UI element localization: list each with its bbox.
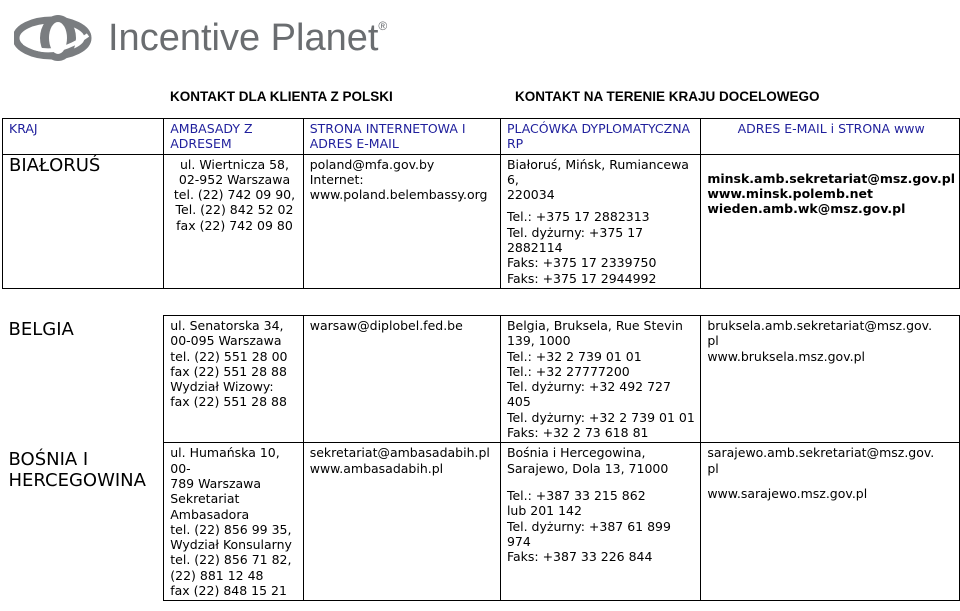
post-line: [507, 476, 696, 488]
post-cell: [500, 443, 700, 601]
post-line: Bośnia i Hercegowina,: [506, 445, 646, 461]
post-line: Sarajewo, Dola 13, 71000: [506, 460, 669, 476]
embassy-line: ul. Humańska 10, 00-: [170, 445, 280, 476]
email-cell: [701, 154, 960, 288]
brand-name: Incentive Planet®: [108, 16, 388, 59]
post-line: Faks: +32 2 73 618 81: [506, 425, 649, 441]
col-header-country: KRAJ: [3, 119, 164, 155]
post-line: Tel.: +32 27777200: [506, 363, 630, 379]
web-line: Internet:: [309, 171, 364, 187]
post-line: lub 201 142: [506, 503, 582, 519]
post-line: Tel.: +32 2 739 01 01: [506, 348, 642, 364]
country-name: [3, 443, 164, 601]
post-line: Tel. dyżurny: +375 17 2882114: [506, 224, 644, 256]
post-line: Tel. dyżurny: +32 492 727 405: [506, 379, 671, 410]
brand-logo: [14, 10, 387, 66]
contacts-table: [2, 118, 960, 601]
col-header-post: PLACÓWKA DYPLOMATYCZNA RP: [500, 119, 700, 155]
post-line: Tel.: +387 33 215 862: [506, 487, 646, 503]
col-header-web: STRONA INTERNETOWA I ADRES E-MAIL: [303, 119, 500, 155]
email-line: [707, 476, 955, 486]
email-cell: [701, 315, 960, 442]
email-line: sarajewo.amb.sekretariat@msz.gov.: [707, 445, 935, 461]
web-cell: [303, 315, 500, 442]
row-spacer: [3, 288, 960, 315]
embassy-cell: [164, 154, 303, 288]
post-cell: [500, 154, 700, 288]
embassy-line: Ambasadora: [170, 506, 250, 522]
embassy-line: fax (22) 848 15 21: [170, 583, 287, 599]
table-row: [3, 154, 960, 288]
web-line: www.ambasadabih.pl: [309, 460, 444, 476]
post-line: Tel. dyżurny: +32 2 739 01 01: [506, 409, 695, 425]
embassy-cell: [164, 443, 303, 601]
email-line: pl: [707, 460, 719, 476]
embassy-line: 789 Warszawa: [170, 475, 262, 491]
embassy-line: (22) 881 12 48: [170, 567, 264, 583]
web-line: poland@mfa.gov.by: [309, 156, 435, 172]
web-line: sekretariat@ambasadabih.pl: [309, 445, 490, 461]
embassy-line: fax (22) 742 09 80: [176, 217, 293, 233]
table-row: [3, 443, 960, 601]
post-line: 220034: [506, 187, 555, 203]
embassy-line: 00-095 Warszawa: [170, 333, 282, 349]
embassy-line: Wydział Wizowy:: [170, 379, 274, 395]
heading-poland-contact: KONTAKT DLA KLIENTA Z POLSKI: [170, 89, 393, 104]
col-header-email: ADRES E-MAIL i STRONA www: [701, 119, 960, 155]
heading-destination-contact: KONTAKT NA TERENIE KRAJU DOCELOWEGO: [515, 89, 820, 104]
embassy-line: fax (22) 551 28 88: [170, 363, 287, 379]
web-cell: [303, 154, 500, 288]
country-line: HERCEGOWINA: [8, 469, 146, 491]
globe-icon: [14, 11, 98, 65]
web-line: www.poland.belembassy.org: [309, 187, 488, 203]
embassy-cell: [164, 315, 303, 442]
embassy-line: Tel. (22) 842 52 02: [175, 202, 294, 218]
embassy-line: fax (22) 551 28 88: [170, 394, 287, 410]
web-line: warsaw@diplobel.fed.be: [309, 317, 463, 333]
post-line: Tel. dyżurny: +387 61 899 974: [506, 518, 671, 549]
table-header-row: [3, 119, 960, 155]
post-line: 139, 1000: [506, 333, 571, 349]
post-line: Faks: +375 17 2944992: [506, 270, 657, 286]
email-line: wieden.amb.wk@msz.gov.pl: [707, 201, 906, 217]
table-row: [3, 315, 960, 442]
embassy-line: 02-952 Warszawa: [178, 171, 291, 187]
email-cell: [701, 443, 960, 601]
country-line: BOŚNIA I: [8, 448, 89, 470]
col-header-embassy: AMBASADY Z ADRESEM: [164, 119, 303, 155]
embassy-line: ul. Senatorska 34,: [170, 317, 284, 333]
post-line: Faks: +375 17 2339750: [506, 255, 657, 271]
country-name: BELGIA: [8, 319, 74, 341]
email-line: www.minsk.polemb.net: [707, 185, 874, 201]
email-line: minsk.amb.sekretariat@msz.gov.pl: [707, 170, 955, 186]
post-line: Belgia, Bruksela, Rue Stevin: [506, 317, 683, 333]
email-line: pl: [707, 333, 719, 349]
embassy-line: tel. (22) 856 71 82,: [170, 552, 292, 568]
embassy-line: Wydział Konsularny: [170, 537, 292, 553]
email-line: bruksela.amb.sekretariat@msz.gov.: [707, 317, 933, 333]
country-name: BIAŁORUŚ: [3, 154, 164, 288]
email-line: www.bruksela.msz.gov.pl: [707, 348, 865, 364]
post-line: Białoruś, Mińsk, Rumiancewa 6,: [506, 156, 689, 187]
embassy-line: ul. Wiertnicza 58,: [180, 156, 289, 172]
email-line: www.sarajewo.msz.gov.pl: [707, 485, 868, 501]
post-line: Faks: +387 33 226 844: [506, 549, 653, 565]
post-line: [507, 202, 696, 209]
post-line: Tel.: +375 17 2882313: [506, 209, 650, 225]
embassy-line: tel. (22) 856 99 35,: [170, 521, 292, 537]
post-cell: [500, 315, 700, 442]
embassy-line: tel. (22) 742 09 90,: [173, 187, 296, 203]
web-cell: [303, 443, 500, 601]
embassy-line: Sekretariat: [170, 491, 240, 507]
embassy-line: tel. (22) 551 28 00: [170, 348, 288, 364]
